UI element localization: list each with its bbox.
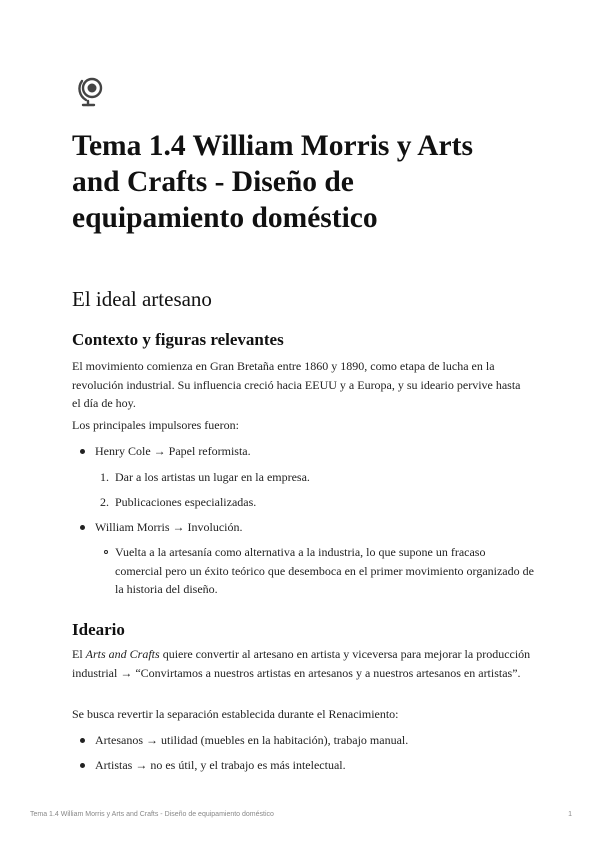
list-item-henry-cole: Henry Cole → Papel reformista.: [95, 444, 251, 458]
bullet-marker: [80, 449, 85, 454]
paragraph-contexto: El movimiento comienza en Gran Bretaña entre 1860 y 1890, como etapa de lucha en la revolución industrial. Su influencia creció hacia EEUU y a Europa, y su ideario pervive hasta el día de hoy.: [72, 359, 521, 410]
globe-icon: [74, 74, 108, 108]
sub-list-item-involucion: Vuelta a la artesanía como alternativa a la industria, lo que supone un fracaso comercial pero un éxito teórico que desemboca en el primer movimiento organizado de la historia del diseño.: [115, 545, 534, 596]
paragraph-impulsores: Los principales impulsores fueron:: [72, 418, 239, 432]
subheading-ideario: Ideario: [72, 620, 125, 639]
paragraph-ideario: El Arts and Crafts quiere convertir al artesano en artista y viceversa para mejorar la producción industrial → “Convirtamos a nuestros artistas en artesanos y a nuestros artesanos en artistas”.: [72, 647, 531, 680]
list-number: 2.: [100, 495, 109, 509]
numbered-item-2: Publicaciones especializadas.: [115, 495, 257, 509]
subheading-contexto: Contexto y figuras relevantes: [72, 330, 284, 349]
bullet-marker: [80, 525, 85, 530]
page-footer: Tema 1.4 William Morris y Arts and Crafts - Diseño de equipamiento doméstico: [30, 811, 274, 818]
page-title: Tema 1.4 William Morris y Arts and Crafts - Diseño de equipamiento doméstico: [72, 130, 473, 234]
list-item-artistas: Artistas → no es útil, y el trabajo es más intelectual.: [95, 758, 346, 772]
page-number: 1: [568, 811, 572, 818]
bullet-marker: [104, 550, 108, 554]
numbered-item-1: Dar a los artistas un lugar en la empresa.: [115, 470, 310, 484]
list-item-artesanos: Artesanos → utilidad (muebles en la habitación), trabajo manual.: [95, 733, 409, 747]
paragraph-renacimiento: Se busca revertir la separación establecida durante el Renacimiento:: [72, 707, 399, 721]
list-number: 1.: [100, 470, 109, 484]
bullet-marker: [80, 763, 85, 768]
list-item-william-morris: William Morris → Involución.: [95, 520, 243, 534]
section-heading-ideal-artesano: El ideal artesano: [72, 287, 212, 311]
bullet-marker: [80, 738, 85, 743]
